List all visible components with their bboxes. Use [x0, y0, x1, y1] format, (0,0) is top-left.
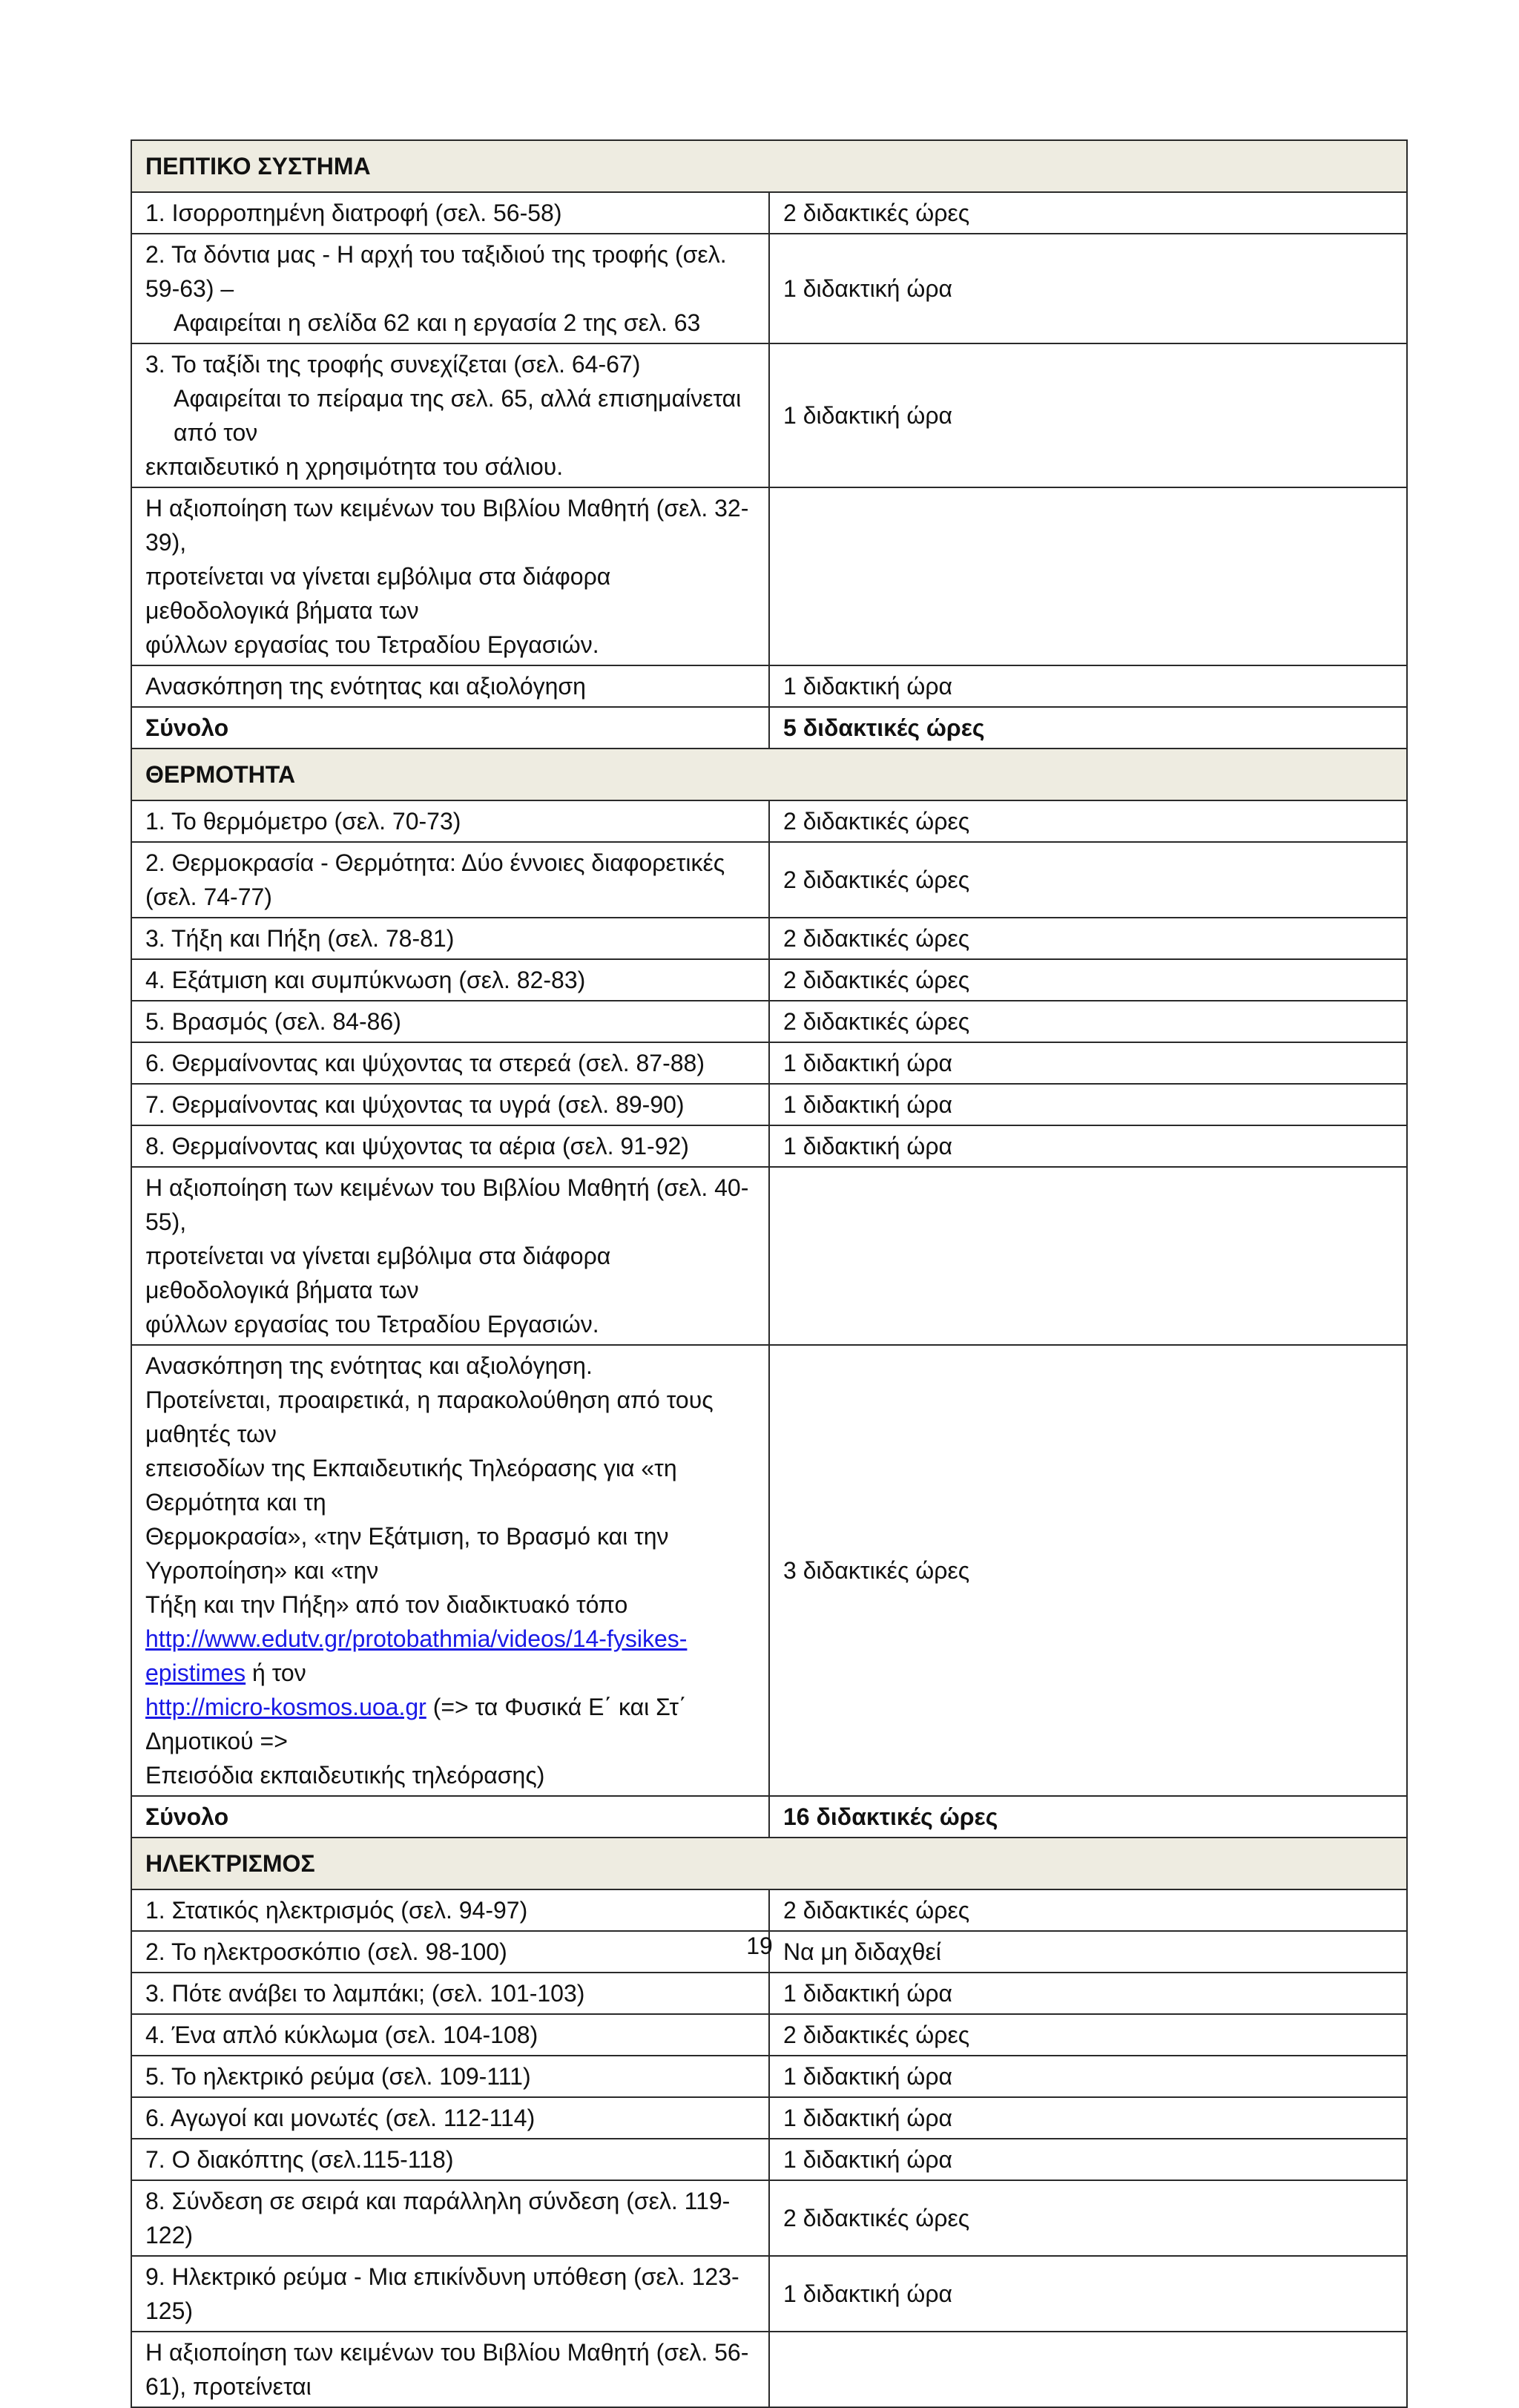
total-row: [131, 707, 1407, 749]
review-text-line: Τήξη και την Πήξη» από τον διαδικτυακό τόπο: [145, 1591, 628, 1618]
cell-text-line: φύλλων εργασίας του Τετραδίου Εργασιών.: [145, 631, 599, 658]
lesson-cell: 3. Πότε ανάβει το λαμπάκι; (σελ. 101-103): [131, 1973, 769, 2014]
table-row: [131, 2014, 1407, 2056]
lesson-cell: [131, 343, 769, 487]
cell-text-line: Αφαιρείται η σελίδα 62 και η εργασία 2 της σελ. 63: [174, 309, 701, 336]
hours-cell: 2 διδακτικές ώρες: [769, 2180, 1407, 2256]
review-text-line: Θερμοκρασία», «την Εξάτμιση, το Βρασμό και την Υγροποίηση» και «την: [145, 1523, 669, 1584]
lesson-cell: 7. Ο διακόπτης (σελ.115-118): [131, 2139, 769, 2180]
lesson-cell: 4. Εξάτμιση και συμπύκνωση (σελ. 82-83): [131, 959, 769, 1001]
lesson-cell: 1. Ισορροπημένη διατροφή (σελ. 56-58): [131, 192, 769, 234]
table-row: [131, 1001, 1407, 1042]
lesson-cell: Η αξιοποίηση των κειμένων του Βιβλίου Μαθητή (σελ. 56-61), προτείνεται: [131, 2332, 769, 2407]
total-row: [131, 1796, 1407, 1838]
lesson-cell: 6. Αγωγοί και μονωτές (σελ. 112-114): [131, 2097, 769, 2139]
section-title: ΠΕΠΤΙΚΟ ΣΥΣΤΗΜΑ: [131, 140, 1407, 192]
review-text-line: επεισοδίων της Εκπαιδευτικής Τηλεόρασης για «τη Θερμότητα και τη: [145, 1455, 677, 1516]
table-row: [131, 2139, 1407, 2180]
hours-cell: 2 διδακτικές ώρες: [769, 959, 1407, 1001]
hours-cell: 1 διδακτική ώρα: [769, 2139, 1407, 2180]
lesson-cell: 8. Θερμαίνοντας και ψύχοντας τα αέρια (σελ. 91-92): [131, 1125, 769, 1167]
section-header-row: [131, 1838, 1407, 1889]
lesson-cell: Ανασκόπηση της ενότητας και αξιολόγηση: [131, 665, 769, 707]
table-row: [131, 1167, 1407, 1345]
table-row: [131, 2256, 1407, 2332]
review-text-fragment: ή τον: [246, 1659, 306, 1686]
table-row: [131, 192, 1407, 234]
hours-cell: 2 διδακτικές ώρες: [769, 842, 1407, 918]
lesson-cell: [131, 234, 769, 343]
cell-text-line: εκπαιδευτικό η χρησιμότητα του σάλιου.: [145, 453, 564, 480]
micro-kosmos-link[interactable]: http://micro-kosmos.uoa.gr: [145, 1694, 426, 1720]
review-text-fragment: (=> τα Φυσικά Ε΄ και Στ΄ Δημοτικού =>: [145, 1694, 687, 1754]
table-row: [131, 1973, 1407, 2014]
section-title: ΗΛΕΚΤΡΙΣΜΟΣ: [131, 1838, 1407, 1889]
lesson-cell: [131, 487, 769, 665]
table-row: [131, 665, 1407, 707]
table-row: [131, 343, 1407, 487]
table-row: [131, 959, 1407, 1001]
lesson-cell: 7. Θερμαίνοντας και ψύχοντας τα υγρά (σελ. 89-90): [131, 1084, 769, 1125]
hours-cell: 1 διδακτική ώρα: [769, 2256, 1407, 2332]
lesson-cell: Σύνολο: [131, 707, 769, 749]
table-row: [131, 1345, 1407, 1796]
cell-text-line: προτείνεται να γίνεται εμβόλιμα στα διάφορα μεθοδολογικά βήματα των: [145, 563, 611, 624]
cell-text-line: προτείνεται να γίνεται εμβόλιμα στα διάφορα μεθοδολογικά βήματα των: [145, 1243, 611, 1303]
hours-cell: 2 διδακτικές ώρες: [769, 192, 1407, 234]
review-link-line: [145, 1690, 755, 1758]
hours-cell: 2 διδακτικές ώρες: [769, 800, 1407, 842]
lesson-cell: 5. Το ηλεκτρικό ρεύμα (σελ. 109-111): [131, 2056, 769, 2097]
review-text-line: Επεισόδια εκπαιδευτικής τηλεόρασης): [145, 1762, 545, 1789]
lesson-cell: 3. Τήξη και Πήξη (σελ. 78-81): [131, 918, 769, 959]
table-row: [131, 1084, 1407, 1125]
hours-cell: 1 διδακτική ώρα: [769, 1042, 1407, 1084]
lesson-cell: 1. Το θερμόμετρο (σελ. 70-73): [131, 800, 769, 842]
hours-cell: 2 διδακτικές ώρες: [769, 2014, 1407, 2056]
section-header-row: [131, 140, 1407, 192]
hours-cell: 5 διδακτικές ώρες: [769, 707, 1407, 749]
lesson-cell: [131, 1167, 769, 1345]
table-row: [131, 2180, 1407, 2256]
table-row: [131, 487, 1407, 665]
hours-cell: [769, 487, 1407, 665]
lesson-cell: 1. Στατικός ηλεκτρισμός (σελ. 94-97): [131, 1889, 769, 1931]
hours-cell: 1 διδακτική ώρα: [769, 1125, 1407, 1167]
hours-cell: 1 διδακτική ώρα: [769, 1973, 1407, 2014]
lesson-cell: 8. Σύνδεση σε σειρά και παράλληλη σύνδεση (σελ. 119-122): [131, 2180, 769, 2256]
hours-cell: 1 διδακτική ώρα: [769, 234, 1407, 343]
lesson-cell: 4. Ένα απλό κύκλωμα (σελ. 104-108): [131, 2014, 769, 2056]
page-number: 19: [746, 1932, 773, 1959]
hours-cell: 16 διδακτικές ώρες: [769, 1796, 1407, 1838]
hours-cell: 2 διδακτικές ώρες: [769, 918, 1407, 959]
hours-cell: 1 διδακτική ώρα: [769, 343, 1407, 487]
lesson-cell: 6. Θερμαίνοντας και ψύχοντας τα στερεά (σελ. 87-88): [131, 1042, 769, 1084]
hours-cell: [769, 1167, 1407, 1345]
hours-cell: 2 διδακτικές ώρες: [769, 1889, 1407, 1931]
section-header-row: [131, 749, 1407, 800]
cell-text-line: 3. Το ταξίδι της τροφής συνεχίζεται (σελ. 64-67): [145, 351, 641, 378]
lesson-cell: 2. Θερμοκρασία - Θερμότητα: Δύο έννοιες διαφορετικές (σελ. 74-77): [131, 842, 769, 918]
cell-text-line: φύλλων εργασίας του Τετραδίου Εργασιών.: [145, 1311, 599, 1338]
cell-text-line: Αφαιρείται το πείραμα της σελ. 65, αλλά επισημαίνεται από τον: [174, 385, 742, 446]
table-row: [131, 800, 1407, 842]
hours-cell: Να μη διδαχθεί: [769, 1931, 1407, 1973]
hours-cell: 2 διδακτικές ώρες: [769, 1001, 1407, 1042]
table-row: [131, 2097, 1407, 2139]
lesson-cell: 5. Βρασμός (σελ. 84-86): [131, 1001, 769, 1042]
review-text-line: Προτείνεται, προαιρετικά, η παρακολούθηση από τους μαθητές των: [145, 1386, 714, 1447]
table-row: [131, 918, 1407, 959]
table-row: [131, 1889, 1407, 1931]
hours-cell: 1 διδακτική ώρα: [769, 2056, 1407, 2097]
lesson-cell: 2. Το ηλεκτροσκόπιο (σελ. 98-100): [131, 1931, 769, 1973]
table-row: [131, 2332, 1407, 2407]
section-title: ΘΕΡΜΟΤΗΤΑ: [131, 749, 1407, 800]
review-text-line: Ανασκόπηση της ενότητας και αξιολόγηση.: [145, 1352, 593, 1379]
edutv-link[interactable]: http://www.edutv.gr/protobathmia/videos/14-fysikes-epistimes: [145, 1625, 688, 1686]
cell-text-line: Η αξιοποίηση των κειμένων του Βιβλίου Μαθητή (σελ. 40-55),: [145, 1174, 749, 1235]
hours-cell: 1 διδακτική ώρα: [769, 665, 1407, 707]
table-row: [131, 2056, 1407, 2097]
table-row: [131, 1042, 1407, 1084]
hours-cell: [769, 2332, 1407, 2407]
curriculum-table: [131, 139, 1408, 2408]
lesson-cell: [131, 1345, 769, 1796]
table-row: [131, 234, 1407, 343]
cell-text-line: Η αξιοποίηση των κειμένων του Βιβλίου Μαθητή (σελ. 32-39),: [145, 495, 749, 556]
lesson-cell: Σύνολο: [131, 1796, 769, 1838]
lesson-cell: 9. Ηλεκτρικό ρεύμα - Μια επικίνδυνη υπόθεση (σελ. 123-125): [131, 2256, 769, 2332]
hours-cell: 3 διδακτικές ώρες: [769, 1345, 1407, 1796]
table-row: [131, 1125, 1407, 1167]
table-row: [131, 842, 1407, 918]
hours-cell: 1 διδακτική ώρα: [769, 1084, 1407, 1125]
review-link-line: [145, 1622, 755, 1690]
hours-cell: 1 διδακτική ώρα: [769, 2097, 1407, 2139]
cell-text-line: 2. Τα δόντια μας - Η αρχή του ταξιδιού της τροφής (σελ. 59-63) –: [145, 241, 727, 302]
